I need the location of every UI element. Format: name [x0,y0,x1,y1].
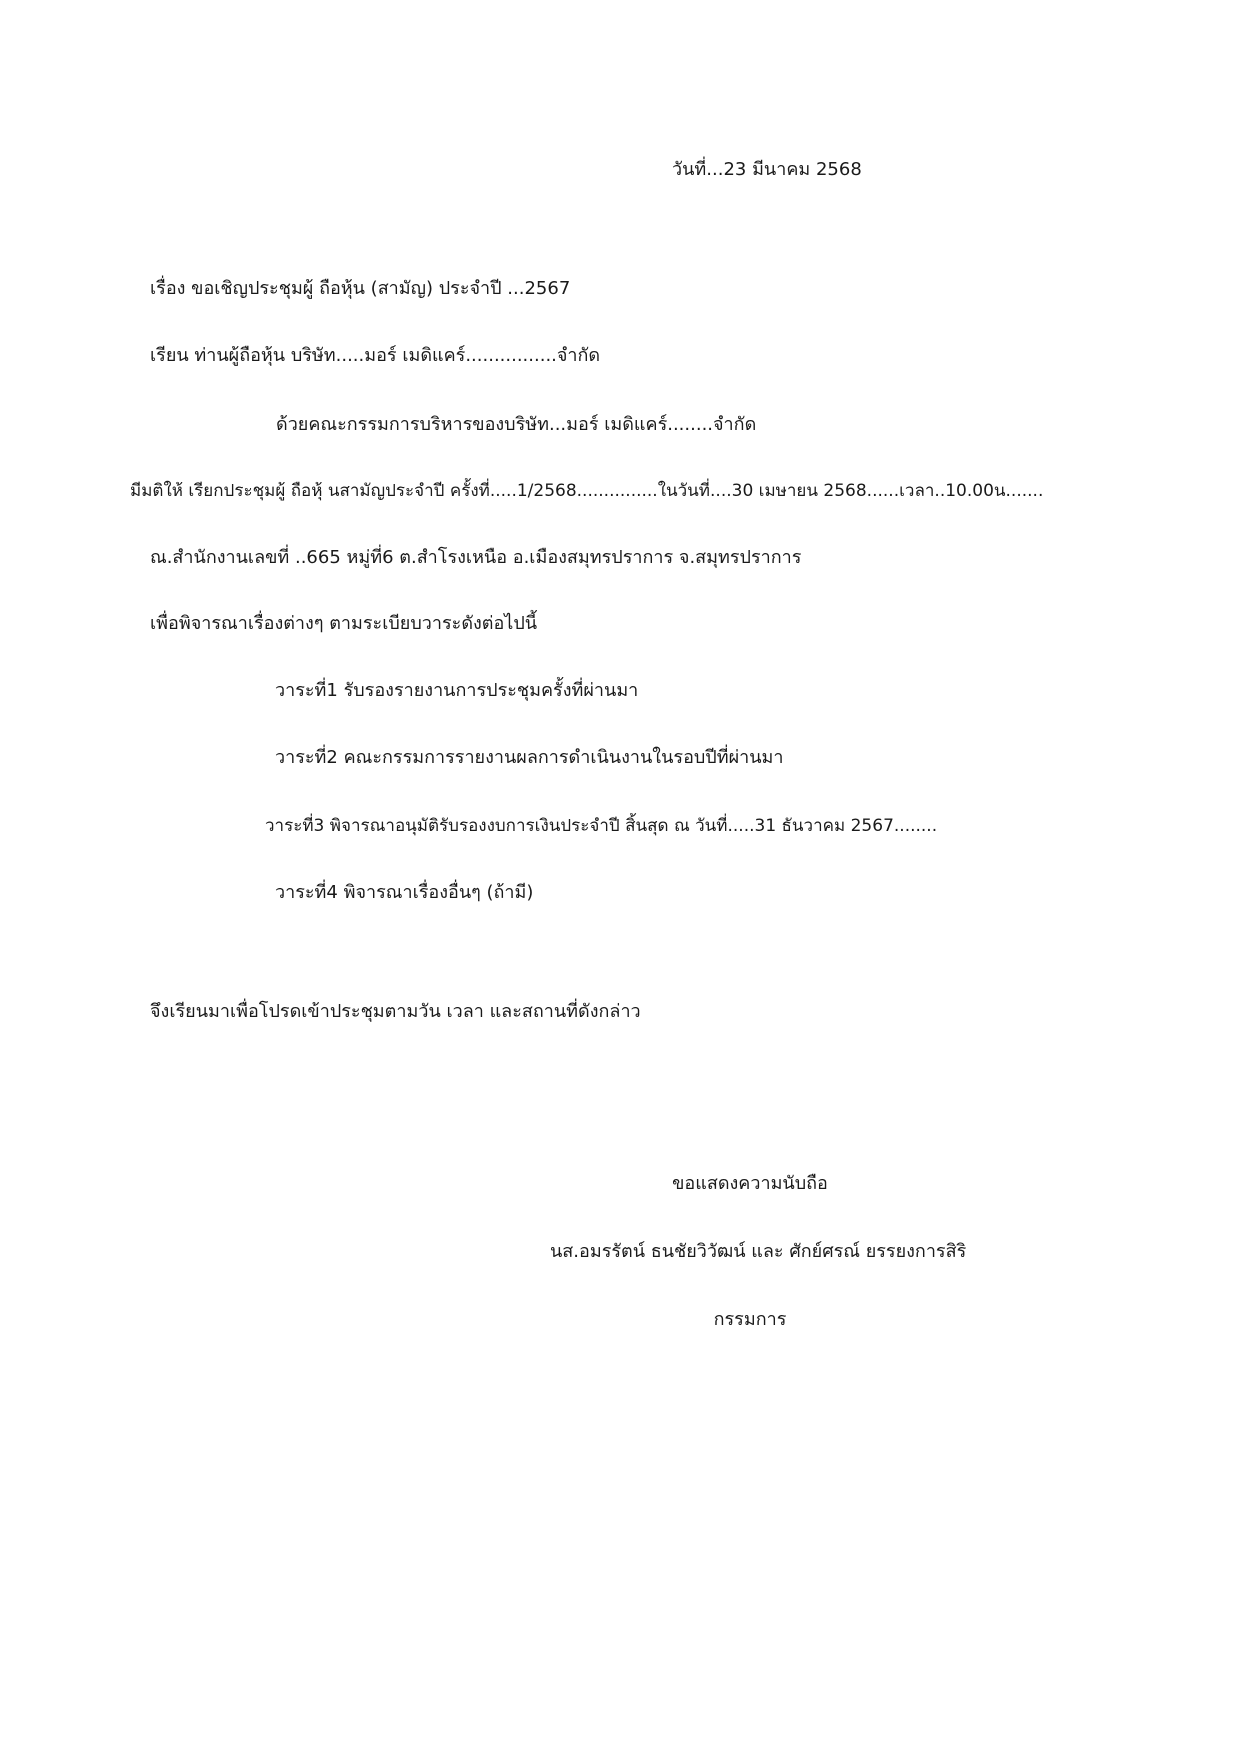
letter-closing: จึงเรียนมาเพื่อโปรดเข้าประชุมตามวัน เวลา และสถานที่ดังกล่าว [150,1001,641,1022]
signature-position: กรรมการ [713,1309,787,1330]
letter-recipient: เรียน ท่านผู้ถือหุ้น บริษัท.....มอร์ เมดิแคร์................จำกัด [150,345,601,366]
signature-salutation: ขอแสดงความนับถือ [672,1173,828,1194]
agenda-item-1: วาระที่1 รับรองรายงานการประชุมครั้งที่ผ่านมา [275,680,639,701]
agenda-intro: เพื่อพิจารณาเรื่องต่างๆ ตามระเบียบวาระดังต่อไปนี้ [150,613,538,634]
agenda-item-3: วาระที่3 พิจารณาอนุมัติรับรองงบการเงินประจำปี สิ้นสุด ณ วันที่.....31 ธันวาคม 2567........ [265,816,938,836]
letter-intro: ด้วยคณะกรรมการบริหารของบริษัท...มอร์ เมดิแคร์........จำกัด [276,414,757,435]
letter-subject: เรื่อง ขอเชิญประชุมผู้ ถือหุ้น (สามัญ) ประจำปี ...2567 [150,278,571,299]
agenda-item-4: วาระที่4 พิจารณาเรื่องอื่นๆ (ถ้ามี) [275,882,534,903]
letter-resolution: มีมติให้ เรียกประชุมผู้ ถือหุ้ นสามัญประจำปี ครั้งที่.....1/2568...............ในวันที่....30 เมษายน 2568......เวลา..10.00น....... [130,481,1044,501]
letter-venue: ณ.สำนักงานเลขที่ ..665 หมู่ที่6 ต.สำโรงเหนือ อ.เมืองสมุทรปราการ จ.สมุทรปราการ [150,547,802,568]
signature-names: นส.อมรรัตน์ ธนชัยวิวัฒน์ และ ศักย์ศรณ์ ยรรยงการสิริ [550,1241,967,1262]
letter-date: วันที่...23 มีนาคม 2568 [672,159,862,180]
agenda-item-2: วาระที่2 คณะกรรมการรายงานผลการดำเนินงานในรอบปีที่ผ่านมา [275,747,784,768]
